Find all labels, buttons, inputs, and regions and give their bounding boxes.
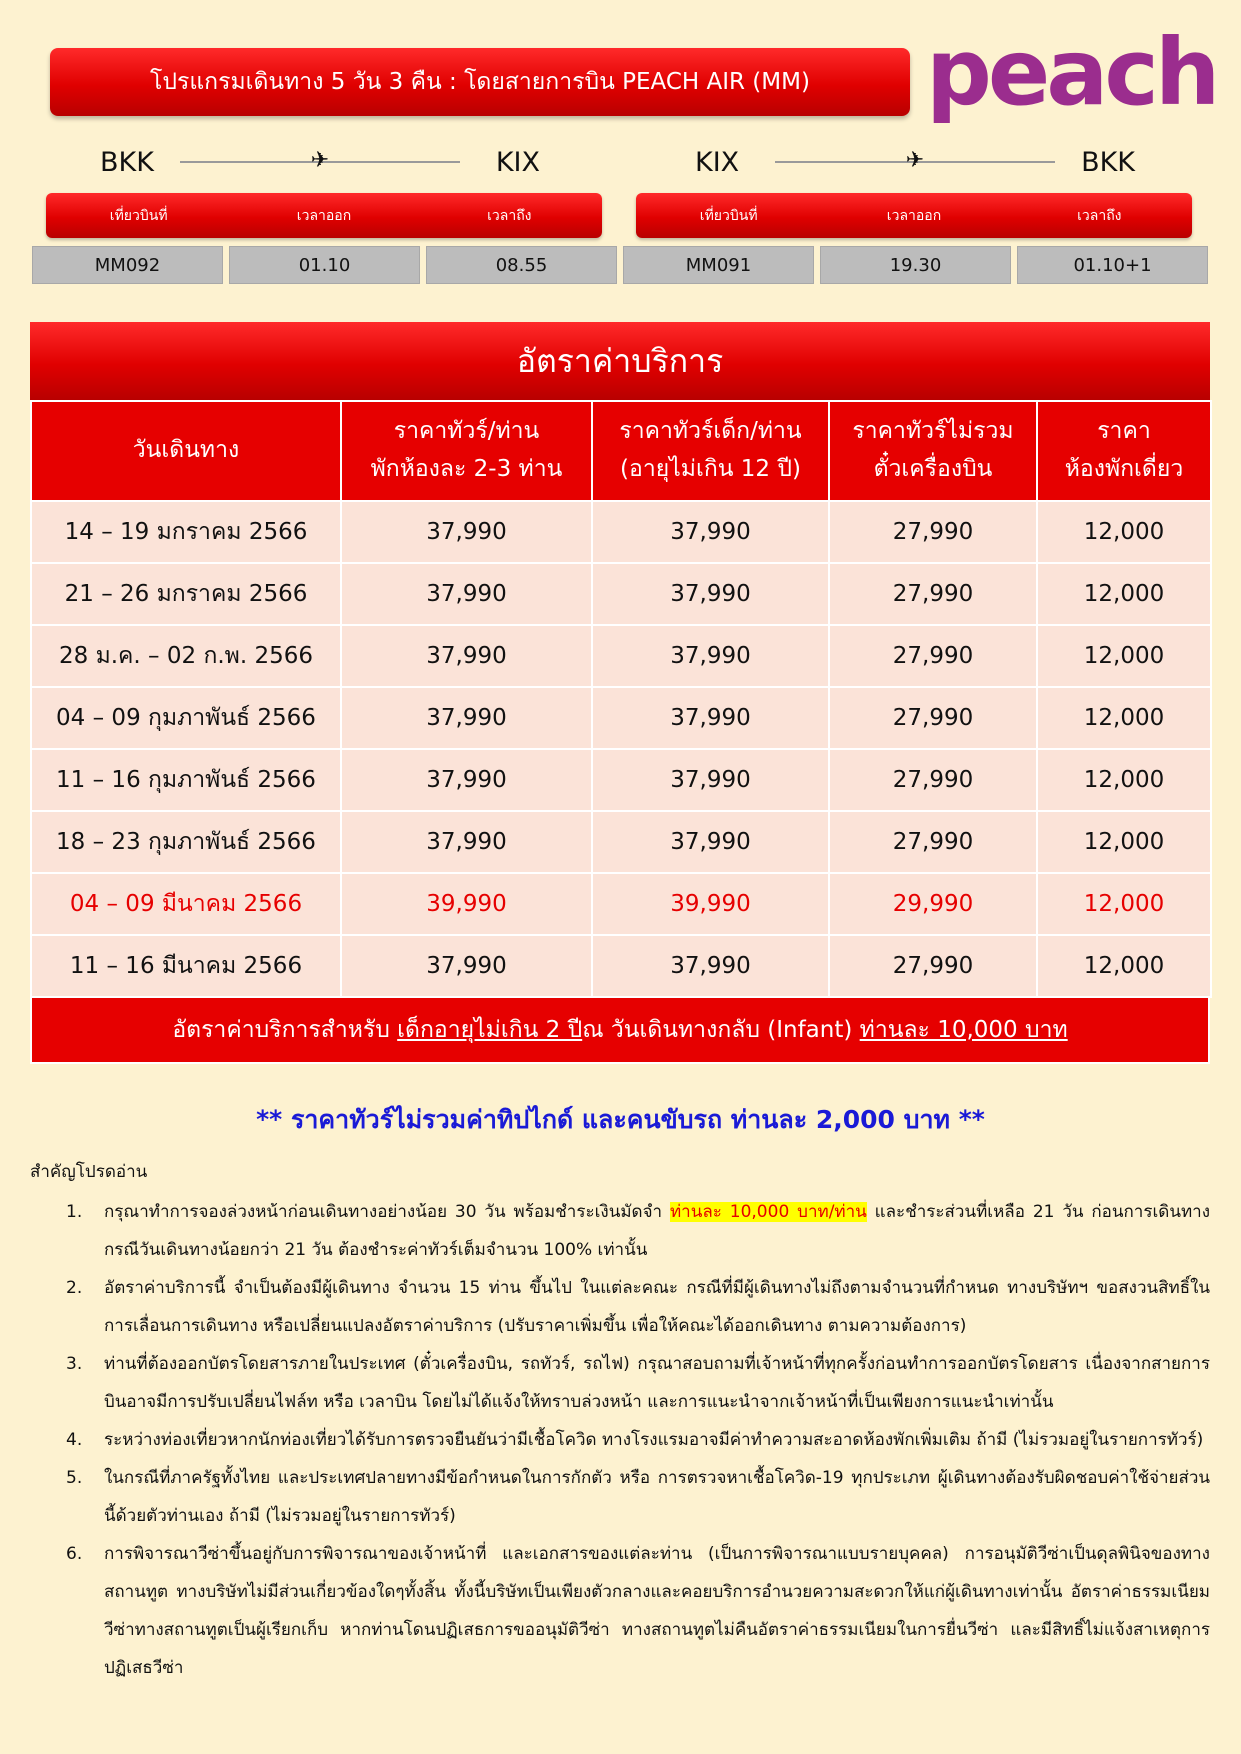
infant-price: ท่านละ 10,000 บาท	[859, 1017, 1068, 1043]
infant-rate-bar: อัตราค่าบริการสำหรับ เด็กอายุไม่เกิน 2 ปี ณ วันเดินทางกลับ (Infant) ท่านละ 10,000 บาท	[30, 998, 1210, 1064]
notes-list	[60, 1193, 1210, 1687]
outbound-route	[100, 140, 540, 184]
travel-date: 04 – 09 กุมภาพันธ์ 2566	[31, 687, 341, 749]
route-line	[180, 148, 460, 173]
child-price: 39,990	[592, 873, 829, 935]
child-price: 37,990	[592, 687, 829, 749]
outbound-to: KIX	[495, 146, 540, 178]
child-price: 37,990	[592, 625, 829, 687]
single-room-price: 12,000	[1037, 625, 1211, 687]
price-table-title: อัตราค่าบริการ	[30, 322, 1210, 400]
col-header-single-room: ราคา ห้องพักเดี่ยว	[1037, 401, 1211, 501]
return-from: KIX	[695, 146, 740, 178]
col-header-adult: ราคาทัวร์/ท่าน พักห้องละ 2-3 ท่าน	[341, 401, 592, 501]
program-title: โปรแกรมเดินทาง 5 วัน 3 คืน : โดยสายการบิน PEACH AIR (MM)	[150, 69, 810, 95]
arrival-time-label: เวลาถึง	[1077, 207, 1122, 224]
col-header-no-ticket: ราคาทัวร์ไม่รวม ตั๋วเครื่องบิน	[829, 401, 1037, 501]
note-item: 1. กรุณาทำการจองล่วงหน้าก่อนเดินทางอย่างน้อย 30 วัน พร้อมชำระเงินมัดจำ ท่านละ 10,000 บาท/ท่าน และชำระส่วนที่เหลือ 21 วัน ก่อนการเดินทาง กรณีวันเดินทางน้อยกว่า 21 วัน ต้องชำระค่าทัวร์เต็มจำนวน 100% เท่านั้น	[66, 1202, 1211, 1260]
infant-age: เด็กอายุไม่เกิน 2 ปี	[397, 1017, 583, 1043]
note-item: 3. ท่านที่ต้องออกบัตรโดยสารภายในประเทศ (ตั๋วเครื่องบิน, รถทัวร์, รถไฟ) กรุณาสอบถามที่เจ้าหน้าที่ทุกครั้งก่อนทำการออกบัตรโดยสาร เนื่องจากสายการบินอาจมีการปรับเปลี่ยนไฟล์ท หรือ เวลาบิน โดยไม่ได้แจ้งให้ทราบล่วงหน้า และการแนะนำจากเจ้าหน้าที่เป็นเพียงการแนะนำเท่านั้น	[66, 1354, 1210, 1412]
single-room-price: 12,000	[1037, 563, 1211, 625]
price-table-section	[30, 322, 1210, 1064]
price-row	[31, 563, 1211, 625]
notes-title: สำคัญโปรดอ่าน	[30, 1162, 148, 1182]
peach-logo-text: peach	[926, 30, 1216, 126]
single-room-price: 12,000	[1037, 935, 1211, 997]
departure-time-label: เวลาออก	[886, 207, 942, 224]
child-price: 37,990	[592, 501, 829, 563]
adult-price: 37,990	[341, 687, 592, 749]
peach-logo	[926, 30, 1216, 130]
price-row	[31, 873, 1211, 935]
travel-date: 11 – 16 มีนาคม 2566	[31, 935, 341, 997]
price-table-header-row	[31, 401, 1211, 501]
flight-values-row	[32, 246, 1208, 284]
single-room-price: 12,000	[1037, 873, 1211, 935]
program-title-bar	[50, 48, 910, 116]
adult-price: 37,990	[341, 811, 592, 873]
adult-price: 37,990	[341, 625, 592, 687]
child-price: 37,990	[592, 935, 829, 997]
note-item: 5. ในกรณีที่ภาครัฐทั้งไทย และประเทศปลายทางมีข้อกำหนดในการกักตัว หรือ การตรวจหาเชื้อโควิด-19 ทุกประเภท ผู้เดินทางต้องรับผิดชอบค่าใช้จ่ายส่วนนี้ด้วยตัวท่านเอง ถ้ามี (ไม่รวมอยู่ในรายการทัวร์)	[66, 1468, 1210, 1526]
plane-icon: ✈	[310, 148, 330, 173]
return-route	[695, 140, 1135, 184]
adult-price: 37,990	[341, 563, 592, 625]
child-price: 37,990	[592, 811, 829, 873]
no-ticket-price: 27,990	[829, 687, 1037, 749]
route-line	[775, 148, 1055, 173]
outbound-flight-number: MM092	[32, 246, 223, 284]
child-price: 37,990	[592, 563, 829, 625]
price-table	[30, 400, 1212, 998]
no-ticket-price: 27,990	[829, 501, 1037, 563]
col-header-date: วันเดินทาง	[31, 401, 341, 501]
price-row	[31, 811, 1211, 873]
tip-note: ** ราคาทัวร์ไม่รวมค่าทิปไกด์ และคนขับรถ ท่านละ 2,000 บาท **	[256, 1105, 985, 1134]
no-ticket-price: 27,990	[829, 811, 1037, 873]
departure-time-label: เวลาออก	[296, 207, 352, 224]
adult-price: 37,990	[341, 749, 592, 811]
note-item: 6. การพิจารณาวีซ่าขึ้นอยู่กับการพิจารณาของเจ้าหน้าที่ และเอกสารของแต่ละท่าน (เป็นการพิจารณาแบบรายบุคคล) การอนุมัติวีซ่าเป็นดุลพินิจของทางสถานทูต ทางบริษัทไม่มีส่วนเกี่ยวข้องใดๆทั้งสิ้น ทั้งนี้บริษัทเป็นเพียงตัวกลางและคอยบริการอำนวยความสะดวกให้แก่ผู้เดินทางเท่านั้น อัตราค่าธรรมเนียมวีซ่าทางสถานทูตเป็นผู้เรียกเก็บ หากท่านโดนปฏิเสธการขออนุมัติวีซ่า ทางสถานทูตไม่คืนอัตราค่าธรรมเนียมในการยื่นวีซ่า และมีสิทธิ์ไม่แจ้งสาเหตุการปฏิเสธวีซ่า	[66, 1544, 1210, 1678]
no-ticket-price: 27,990	[829, 625, 1037, 687]
price-row	[31, 749, 1211, 811]
outbound-departure-time: 01.10	[229, 246, 420, 284]
travel-date: 04 – 09 มีนาคม 2566	[31, 873, 341, 935]
travel-date: 18 – 23 กุมภาพันธ์ 2566	[31, 811, 341, 873]
deposit-highlight: ท่านละ 10,000 บาท/ท่าน	[669, 1202, 867, 1222]
travel-date: 21 – 26 มกราคม 2566	[31, 563, 341, 625]
no-ticket-price: 27,990	[829, 935, 1037, 997]
return-to: BKK	[1081, 146, 1135, 178]
price-row	[31, 501, 1211, 563]
col-header-child: ราคาทัวร์เด็ก/ท่าน (อายุไม่เกิน 12 ปี)	[592, 401, 829, 501]
return-departure-time: 19.30	[820, 246, 1011, 284]
single-room-price: 12,000	[1037, 687, 1211, 749]
note-item: 2. อัตราค่าบริการนี้ จำเป็นต้องมีผู้เดินทาง จำนวน 15 ท่าน ขึ้นไป ในแต่ละคณะ กรณีที่มีผู้เดินทางไม่ถึงตามจำนวนที่กำหนด ทางบริษัทฯ ขอสงวนสิทธิ์ในการเลื่อนการเดินทาง หรือเปลี่ยนแปลงอัตราค่าบริการ (ปรับราคาเพิ่มขึ้น เพื่อให้คณะได้ออกเดินทาง ตามความต้องการ)	[66, 1278, 1210, 1336]
return-flight-number: MM091	[623, 246, 814, 284]
note-item: 4. ระหว่างท่องเที่ยวหากนักท่องเที่ยวได้รับการตรวจยืนยันว่ามีเชื้อโควิด ทางโรงแรมอาจมีค่าทำความสะอาดห้องพักเพิ่มเติม ถ้ามี (ไม่รวมอยู่ในรายการทัวร์)	[66, 1430, 1204, 1450]
adult-price: 37,990	[341, 935, 592, 997]
flight-number-label: เที่ยวบินที่	[699, 207, 758, 224]
plane-icon: ✈	[905, 148, 925, 173]
price-row	[31, 625, 1211, 687]
return-arrival-time: 01.10+1	[1017, 246, 1208, 284]
single-room-price: 12,000	[1037, 749, 1211, 811]
single-room-price: 12,000	[1037, 811, 1211, 873]
travel-date: 11 – 16 กุมภาพันธ์ 2566	[31, 749, 341, 811]
no-ticket-price: 27,990	[829, 563, 1037, 625]
arrival-time-label: เวลาถึง	[487, 207, 532, 224]
flight-number-label: เที่ยวบินที่	[109, 207, 168, 224]
return-flight-header	[636, 193, 1192, 238]
no-ticket-price: 27,990	[829, 749, 1037, 811]
outbound-flight-header	[46, 193, 602, 238]
adult-price: 39,990	[341, 873, 592, 935]
travel-date: 28 ม.ค. – 02 ก.พ. 2566	[31, 625, 341, 687]
outbound-arrival-time: 08.55	[426, 246, 617, 284]
price-row	[31, 935, 1211, 997]
adult-price: 37,990	[341, 501, 592, 563]
child-price: 37,990	[592, 749, 829, 811]
no-ticket-price: 29,990	[829, 873, 1037, 935]
outbound-from: BKK	[100, 146, 154, 178]
single-room-price: 12,000	[1037, 501, 1211, 563]
price-row	[31, 687, 1211, 749]
travel-date: 14 – 19 มกราคม 2566	[31, 501, 341, 563]
